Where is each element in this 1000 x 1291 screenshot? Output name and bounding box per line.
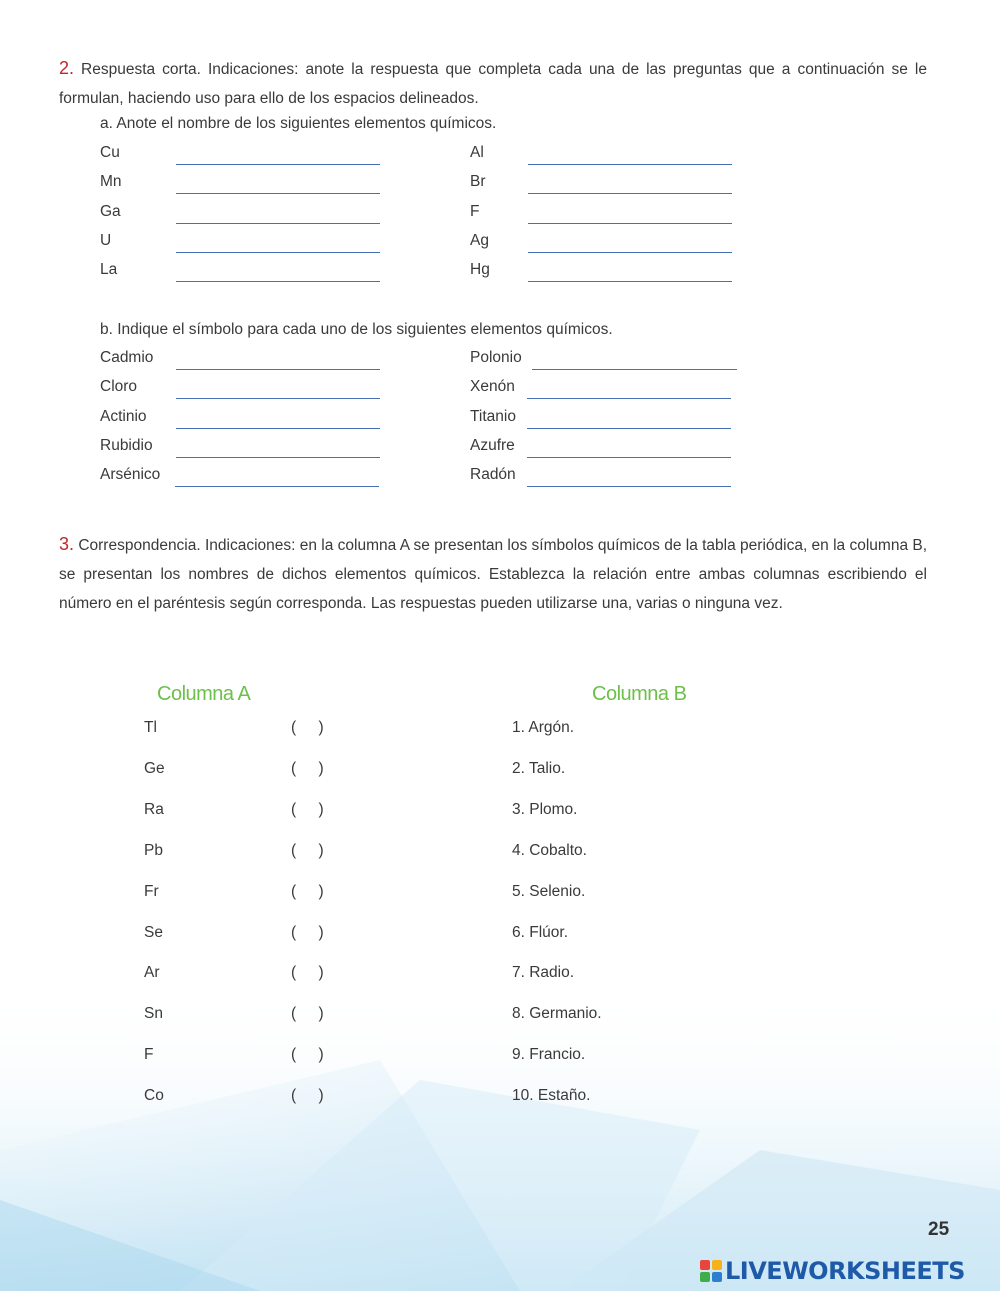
part-a-item-right	[470, 261, 750, 283]
answer-parenthesis[interactable]: ( )	[291, 1087, 324, 1105]
answer-blank[interactable]	[176, 369, 380, 370]
column-a-symbol: Fr	[144, 882, 159, 900]
element-label: Xenón	[470, 378, 515, 396]
answer-blank[interactable]	[176, 457, 380, 458]
answer-parenthesis[interactable]: ( )	[291, 719, 324, 736]
element-label: Al	[470, 144, 484, 161]
answer-blank[interactable]	[176, 223, 380, 224]
part-a-item-left	[100, 261, 380, 283]
element-label: Azufre	[470, 436, 515, 454]
element-label: Rubidio	[100, 436, 153, 454]
column-b-option: 4. Cobalto.	[512, 841, 587, 859]
column-a-symbol: Ra	[144, 800, 164, 818]
brand-name: LIVEWORKSHEETS	[725, 1257, 965, 1285]
answer-blank[interactable]	[527, 428, 731, 429]
column-a-symbol: Se	[144, 923, 163, 941]
element-label: Radón	[470, 466, 516, 484]
column-b-option: 1. Argón.	[512, 719, 575, 736]
element-label: U	[100, 231, 112, 249]
part-b-item-left	[100, 349, 380, 371]
section-2-number: 2.	[59, 58, 75, 78]
column-a-symbol: F	[144, 1046, 154, 1064]
answer-parenthesis[interactable]: ( )	[291, 923, 324, 941]
column-a-title: Columna A	[157, 683, 251, 705]
part-b-item-right	[470, 408, 750, 430]
column-a-symbol: Co	[144, 1087, 164, 1105]
column-b-option: 10. Estaño.	[512, 1087, 591, 1105]
part-a-item-right	[470, 173, 750, 195]
answer-blank[interactable]	[527, 398, 731, 399]
part-a-item-right	[470, 144, 750, 166]
part-b-item-left	[100, 466, 380, 488]
element-label: Cu	[100, 144, 120, 161]
answer-blank[interactable]	[527, 486, 731, 487]
column-b-option: 5. Selenio.	[512, 882, 586, 900]
part-a-item-left	[100, 203, 380, 225]
column-b-option: 7. Radio.	[512, 964, 575, 982]
answer-blank[interactable]	[528, 252, 732, 253]
part-a-item-left	[100, 144, 380, 166]
section-2-instructions	[59, 54, 927, 113]
column-b-option: 9. Francio.	[512, 1046, 586, 1064]
part-b-item-left	[100, 437, 380, 459]
column-b-option: 3. Plomo.	[512, 800, 578, 818]
part-b-item-left	[100, 378, 380, 400]
column-b-option: 6. Flúor.	[512, 923, 568, 941]
answer-blank[interactable]	[176, 164, 380, 165]
column-b-option: 2. Talio.	[512, 759, 566, 777]
answer-parenthesis[interactable]: ( )	[291, 1005, 324, 1023]
answer-parenthesis[interactable]: ( )	[291, 800, 324, 818]
section-2-text: Respuesta corta. Indicaciones: anote la respuesta que completa cada una de las preguntas que a continuación se le formulan, haciendo uso para ello de los espacios delineados.	[59, 61, 927, 107]
column-a-symbol: Ar	[144, 964, 160, 982]
element-label: Cloro	[100, 378, 138, 396]
answer-blank[interactable]	[527, 457, 731, 458]
section-3-text: Correspondencia. Indicaciones: en la columna A se presentan los símbolos químicos de la tabla periódica, en la columna B, se presentan los nombres de dichos elementos químicos. Establezca la relación entre ambas columnas escribiendo el número en el paréntesis según corresponda. Las respuestas pueden utilizarse una, varias o ninguna vez.	[59, 537, 928, 612]
liveworksheets-brand	[700, 1256, 965, 1286]
part-b-item-right	[470, 466, 750, 488]
liveworksheets-logo-icon	[700, 1260, 722, 1282]
part-a-item-left	[100, 232, 380, 254]
section-3-number: 3.	[59, 534, 75, 554]
column-b-title: Columna B	[592, 683, 687, 705]
answer-parenthesis[interactable]: ( )	[291, 1046, 324, 1064]
part-b-heading: b. Indique el símbolo para cada uno de los siguientes elementos químicos.	[100, 321, 613, 338]
element-label: Ga	[100, 202, 121, 220]
answer-blank[interactable]	[176, 281, 380, 282]
answer-parenthesis[interactable]: ( )	[291, 759, 324, 777]
part-a-item-right	[470, 203, 750, 225]
column-b-option: 8. Germanio.	[512, 1005, 602, 1023]
column-a-symbol: Ge	[144, 759, 165, 777]
page-number: 25	[928, 1219, 950, 1240]
part-b-item-right	[470, 378, 750, 400]
answer-blank[interactable]	[528, 223, 732, 224]
answer-parenthesis[interactable]: ( )	[291, 964, 324, 982]
answer-blank[interactable]	[176, 398, 380, 399]
element-label: Br	[470, 173, 486, 191]
element-label: Titanio	[470, 407, 516, 425]
answer-parenthesis[interactable]: ( )	[291, 882, 324, 900]
answer-parenthesis[interactable]: ( )	[291, 841, 324, 859]
answer-blank[interactable]	[175, 486, 379, 487]
part-b-item-left	[100, 408, 380, 430]
element-label: Polonio	[470, 349, 522, 366]
element-label: Hg	[470, 261, 490, 279]
part-b-item-right	[470, 437, 750, 459]
answer-blank[interactable]	[528, 281, 732, 282]
answer-blank[interactable]	[528, 193, 732, 194]
answer-blank[interactable]	[528, 164, 732, 165]
part-a-item-left	[100, 173, 380, 195]
element-label: F	[470, 202, 480, 220]
part-a-item-right	[470, 232, 750, 254]
answer-blank[interactable]	[176, 428, 380, 429]
part-a-heading: a. Anote el nombre de los siguientes elementos químicos.	[100, 115, 497, 132]
element-label: Mn	[100, 173, 122, 191]
answer-blank[interactable]	[176, 252, 380, 253]
element-label: Cadmio	[100, 349, 154, 366]
column-a-symbol: Sn	[144, 1005, 163, 1023]
element-label: Actinio	[100, 407, 147, 425]
column-a-symbol: Pb	[144, 841, 163, 859]
part-b-item-right	[470, 349, 750, 371]
answer-blank[interactable]	[532, 369, 737, 370]
answer-blank[interactable]	[176, 193, 380, 194]
section-3-instructions	[59, 530, 927, 618]
element-label: Arsénico	[100, 466, 161, 484]
element-label: La	[100, 261, 118, 279]
element-label: Ag	[470, 231, 489, 249]
column-a-symbol: Tl	[144, 719, 157, 736]
